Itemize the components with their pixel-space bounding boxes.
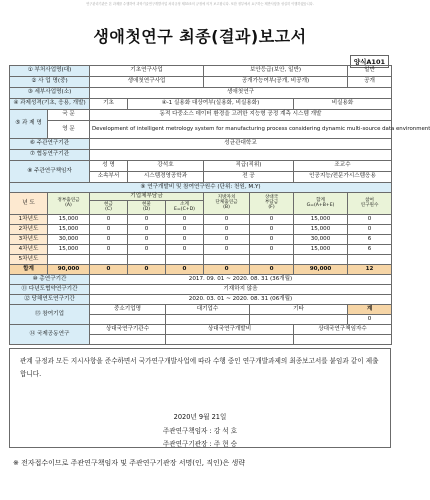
subtotal-header: 소계 E=(C+D): [166, 201, 204, 215]
year-header: 년 도: [10, 193, 48, 215]
subtotal-cell: 0: [166, 245, 204, 255]
sub-program-label: ③ 세부사업명(소): [10, 88, 90, 99]
lead-institution-label: ⑥ 주관연구기관: [10, 139, 90, 150]
page-title: 생애첫연구 최종(결과)보고서: [93, 27, 307, 46]
members-cell: 6: [348, 245, 392, 255]
cash-cell: 0: [90, 215, 128, 225]
sme-header: 중소기업명: [90, 305, 166, 315]
members-cell: 6: [348, 235, 392, 245]
pi-department-label: 소속부서: [90, 172, 128, 183]
partner-cell: [250, 255, 294, 265]
report-form-table: [9, 65, 430, 345]
commercialization-label: ④-1 실용화 대상여부(실용화, 비실용화): [128, 99, 294, 110]
form-id-badge: 양식A101: [350, 55, 389, 68]
budget-row: [10, 255, 392, 265]
members-cell: 0: [348, 215, 392, 225]
subtotal-total: 0: [166, 265, 204, 275]
partner-budget-header: 상대국연구개발비: [166, 325, 294, 335]
budget-row: [10, 245, 392, 255]
pi-position-value: 조교수: [294, 161, 392, 172]
pi-major-value: 인공지능/전문가시스템응용: [294, 172, 392, 183]
multi-year-period-value: 기재하지 않음: [90, 285, 392, 295]
partner-total: 0: [250, 265, 294, 275]
commercialization-value: 비실용화: [294, 99, 392, 110]
security-level-label: 보안등급(보안, 일반): [204, 66, 348, 77]
current-year-period-label: ⑫ 당해연도연구기간: [10, 295, 90, 305]
footnote: ※ 전자접수이므로 주관연구책임자 및 주관연구기관장 서명(인, 직인)은 생략: [13, 459, 245, 467]
program-name-label: ② 사 업 명(중): [10, 77, 90, 88]
local-gov-funding-header: 지방자치 단체출연금 (B): [204, 193, 250, 215]
principal-investigator-label: ⑧ 주관연구책임자: [10, 161, 90, 183]
budget-row: [10, 235, 392, 245]
gov-funding-header: 정부출연금 (A): [48, 193, 90, 215]
total-cell: 30,000: [294, 235, 348, 245]
lead-institution-value: 성균관대학교: [90, 139, 392, 150]
year-cell: 1차년도: [10, 215, 48, 225]
participating-companies-label: ⑬ 참여기업: [10, 305, 90, 325]
pi-name-label: 성 명: [90, 161, 128, 172]
partner-country-funding-header: 상대국 부담금 (F): [250, 193, 294, 215]
pi-position-label: 직급(직위): [204, 161, 294, 172]
company-total-header: 계: [348, 305, 392, 315]
multi-year-period-label: ⑪ 다년도협약연구기간: [10, 285, 90, 295]
partner-institution-label: ⑦ 협동연구기관: [10, 150, 90, 161]
total-cell: 15,000: [294, 215, 348, 225]
subtotal-cell: 0: [166, 225, 204, 235]
year-cell: 3차년도: [10, 235, 48, 245]
partner-cell: 0: [250, 215, 294, 225]
ministry-program-value: 기초연구사업: [90, 66, 204, 77]
other-company-header: 기타: [250, 305, 348, 315]
english-title-value: Development of intelligent metrology system for manufacturing process considering dynamic multi-source data environment: [90, 121, 392, 139]
ministry-program-label: ① 부처사업명(대): [10, 66, 90, 77]
other-company-value: [250, 315, 348, 325]
pi-name-value: 강석호: [128, 161, 204, 172]
members-cell: [348, 255, 392, 265]
disclosure-value: 공개: [348, 77, 392, 88]
in-kind-total: 0: [128, 265, 166, 275]
project-type-label: ④ 과제성격(기초, 응용, 개발): [10, 99, 90, 110]
submission-statement: [9, 348, 391, 448]
partner-institution-count-header: 상대국연구기관수: [90, 325, 166, 335]
in-kind-cell: 0: [128, 215, 166, 225]
gov-cell: 30,000: [48, 235, 90, 245]
english-title-label: 영 문: [48, 121, 90, 139]
current-year-period-value: 2020. 03. 01 ~ 2020. 08. 31 (06개월): [90, 295, 392, 305]
budget-row: [10, 225, 392, 235]
institution-head-signature: 주관연구기관장 : 주 현 승: [162, 440, 238, 448]
total-funding-header: 합계 G=(A+B+E): [294, 193, 348, 215]
gov-cell: 15,000: [48, 215, 90, 225]
large-company-value: [166, 315, 250, 325]
subtotal-cell: 0: [166, 215, 204, 225]
members-total: 12: [348, 265, 392, 275]
partner-budget-value: [166, 335, 294, 345]
year-cell: 2차년도: [10, 225, 48, 235]
partner-institution-value: [90, 150, 392, 161]
international-research-label: ⑭ 국제공동연구: [10, 325, 90, 345]
gov-cell: [48, 255, 90, 265]
disclosure-label: 공개가능여부(공개, 비공개): [204, 77, 348, 88]
pi-major-label: 전 공: [204, 172, 294, 183]
subtotal-cell: [166, 255, 204, 265]
in-kind-cell: [128, 255, 166, 265]
company-total-value: 0: [348, 315, 392, 325]
local-cell: 0: [204, 225, 250, 235]
in-kind-cell: 0: [128, 235, 166, 245]
budget-caption: ⑨ 연구개발비 및 참여연구원수 (단위: 천원, M.Y): [10, 183, 392, 193]
gov-cell: 15,000: [48, 225, 90, 235]
sub-program-value: 생애첫연구: [90, 88, 392, 99]
total-cell: 15,000: [294, 245, 348, 255]
local-total: 0: [204, 265, 250, 275]
in-kind-cell: 0: [128, 245, 166, 255]
partner-cell: 0: [250, 235, 294, 245]
corporate-funding-header: 기업체부담금: [90, 193, 204, 201]
partner-researcher-count-value: [294, 335, 392, 345]
budget-row: [10, 215, 392, 225]
submission-date: 2020년 9월 21일: [173, 413, 227, 421]
program-name-value: 생애첫연구사업: [90, 77, 204, 88]
in-kind-cell: 0: [128, 225, 166, 235]
gov-total: 90,000: [48, 265, 90, 275]
total-label: 합계: [10, 265, 48, 275]
cash-cell: 0: [90, 245, 128, 255]
security-level-value: 일반: [348, 66, 392, 77]
year-cell: 4차년도: [10, 245, 48, 255]
budget-total-row: [10, 265, 392, 275]
project-type-value: 기초: [90, 99, 128, 110]
pi-signature: 주관연구책임자 : 강 석 호: [162, 427, 238, 435]
statement-text: 관계 규정과 모든 지시사항을 준수하면서 국가연구개발사업에 따라 수행 중인 연구개발과제의 최종보고서를 붙임과 같이 제출 합니다.: [20, 357, 379, 378]
total-cell: [294, 255, 348, 265]
local-cell: 0: [204, 215, 250, 225]
subtotal-cell: 0: [166, 235, 204, 245]
total-period-label: ⑩ 총연구기간: [10, 275, 90, 285]
large-company-header: 대기업수: [166, 305, 250, 315]
total-cell: 15,000: [294, 225, 348, 235]
local-cell: 0: [204, 245, 250, 255]
partner-researcher-count-header: 상대국연구책임자수: [294, 325, 392, 335]
total-period-value: 2017. 09. 01 ~ 2020. 08. 31 (36개월): [90, 275, 392, 285]
local-cell: 0: [204, 235, 250, 245]
cash-cell: [90, 255, 128, 265]
project-title-label: ⑤ 과 제 명: [10, 110, 48, 139]
partner-cell: 0: [250, 245, 294, 255]
members-cell: 0: [348, 225, 392, 235]
grand-total: 90,000: [294, 265, 348, 275]
sme-value: [90, 315, 166, 325]
top-notice: 연구관리기관은 본 과제를 수행하여 과학기술연구개발사업 처리규정 제33조의 규정에 의거 보고합니다. 또한 정부에서 요구하는 제반사항을 성실히 이행하겠습니다.: [86, 2, 314, 6]
pi-department-value: 시스템경영공학과: [128, 172, 204, 183]
gov-cell: 15,000: [48, 245, 90, 255]
partner-institution-count-value: [90, 335, 166, 345]
partner-cell: 0: [250, 225, 294, 235]
researcher-count-header: 참여 연구원수: [348, 193, 392, 215]
cash-cell: 0: [90, 225, 128, 235]
year-cell: 5차년도: [10, 255, 48, 265]
korean-title-label: 국 문: [48, 110, 90, 121]
local-cell: [204, 255, 250, 265]
korean-title-value: 동적 다중소스 데이터 환경을 고려한 지능형 공정 계측 시스템 개발: [90, 110, 392, 121]
in-kind-header: 현물 (D): [128, 201, 166, 215]
cash-header: 현금 (C): [90, 201, 128, 215]
cash-total: 0: [90, 265, 128, 275]
cash-cell: 0: [90, 235, 128, 245]
